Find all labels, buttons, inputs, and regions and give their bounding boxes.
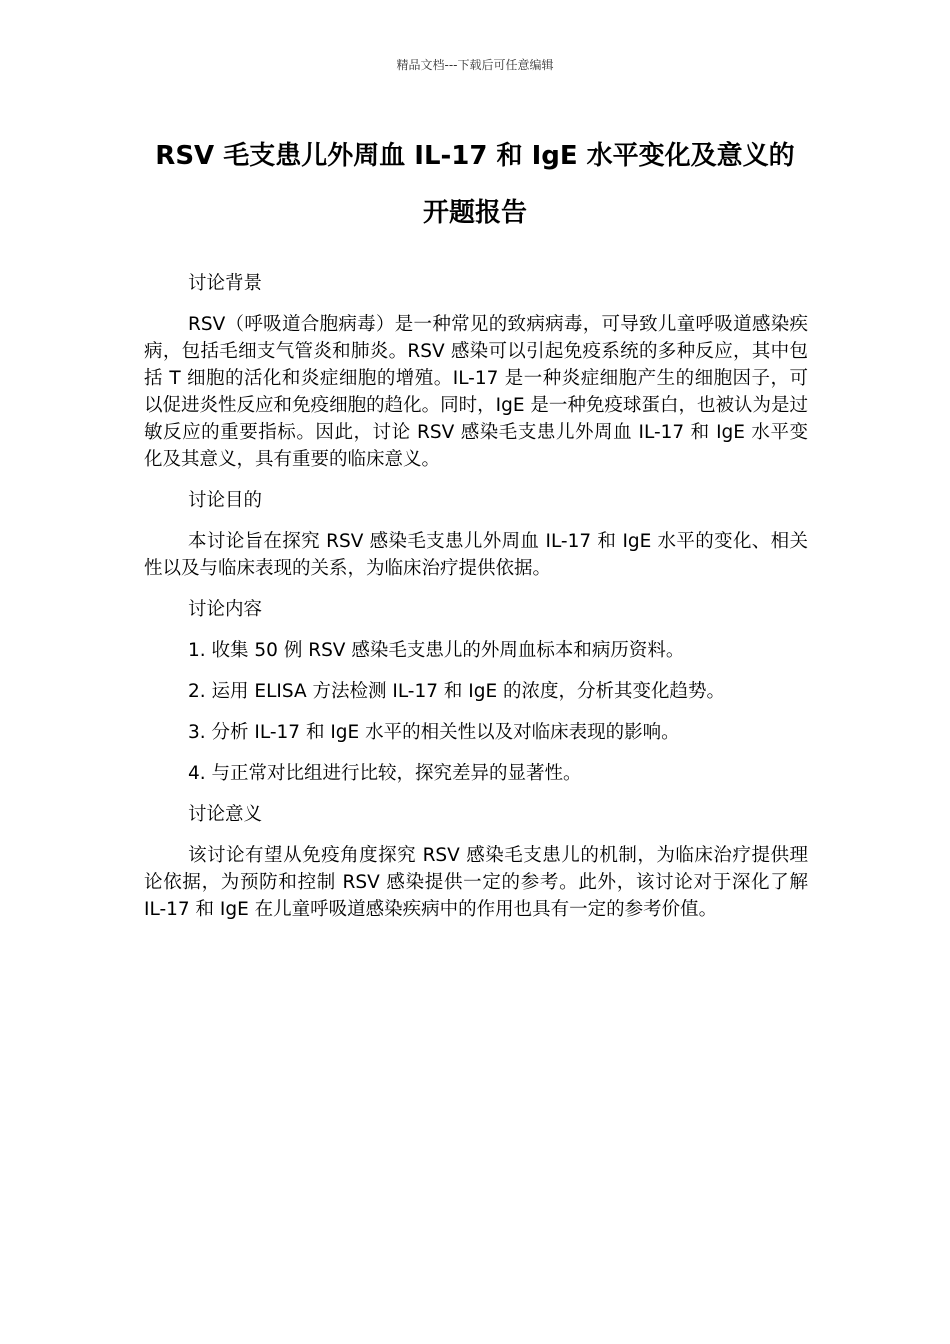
header-note: 精品文档---下载后可任意编辑 <box>396 58 554 72</box>
content-list-item: 4. 与正常对比组进行比较，探究差异的显著性。 <box>188 763 582 784</box>
purpose-paragraph: 本讨论旨在探究 RSV 感染毛支患儿外周血 IL-17 和 IgE 水平的变化、相关性以及与临床表现的关系，为临床治疗提供依据。 <box>144 531 808 579</box>
title-line-1: RSV 毛支患儿外周血 IL-17 和 IgE 水平变化及意义的 <box>155 141 795 171</box>
section-heading-purpose: 讨论目的 <box>188 490 263 511</box>
content-list-item: 2. 运用 ELISA 方法检测 IL-17 和 IgE 的浓度，分析其变化趋势。 <box>188 681 726 702</box>
section-heading-significance: 讨论意义 <box>188 804 263 825</box>
document-body <box>144 270 808 937</box>
title-line-2: 开题报告 <box>422 198 527 228</box>
background-paragraph: RSV（呼吸道合胞病毒）是一种常见的致病病毒，可导致儿童呼吸道感染疾病，包括毛细支气管炎和肺炎。RSV 感染可以引起免疫系统的多种反应，其中包括 T 细胞的活化和炎症细胞的增殖。IL-17 是一种炎症细胞产生的细胞因子，可以促进炎性反应和免疫细胞的趋化。同时，IgE 是一种免疫球蛋白，也被认为是过敏反应的重要指标。因此，讨论 RSV 感染毛支患儿外周血 IL-17 和 IgE 水平变化及其意义，具有重要的临床意义。 <box>144 314 808 470</box>
document-title <box>120 128 830 242</box>
section-heading-content: 讨论内容 <box>188 599 263 620</box>
significance-paragraph: 该讨论有望从免疫角度探究 RSV 感染毛支患儿的机制，为临床治疗提供理论依据，为预防和控制 RSV 感染提供一定的参考。此外，该讨论对于深化了解 IL-17 和 IgE 在儿童呼吸道感染疾病中的作用也具有一定的参考价值。 <box>144 845 808 920</box>
section-heading-background: 讨论背景 <box>188 273 263 294</box>
content-list-item: 1. 收集 50 例 RSV 感染毛支患儿的外周血标本和病历资料。 <box>188 640 685 661</box>
content-list-item: 3. 分析 IL-17 和 IgE 水平的相关性以及对临床表现的影响。 <box>188 722 680 743</box>
